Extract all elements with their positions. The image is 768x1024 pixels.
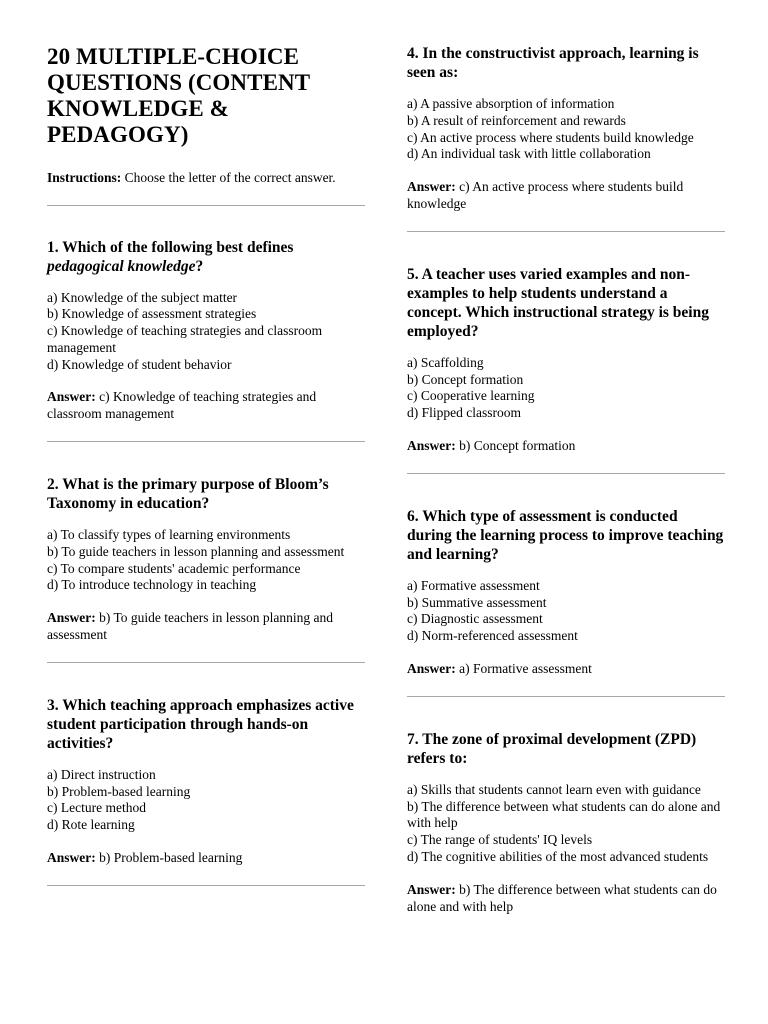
option-a: a) A passive absorption of information bbox=[407, 96, 615, 111]
document-title: 20 MULTIPLE-CHOICE QUESTIONS (CONTENT KNOWLEDGE & PEDAGOGY) bbox=[47, 44, 310, 147]
option-b: b) Concept formation bbox=[407, 371, 524, 387]
left-column bbox=[47, 40, 365, 886]
answer-label: Answer: bbox=[407, 179, 456, 195]
question-2 bbox=[47, 475, 365, 644]
answer-text: b) To guide teachers in lesson planning and assessment bbox=[47, 610, 334, 643]
option-list bbox=[407, 578, 725, 645]
option-list bbox=[47, 290, 365, 374]
option-c: c) To compare students' academic performance bbox=[47, 560, 301, 576]
answer-text: b) The difference between what students can do alone and with help bbox=[407, 881, 717, 914]
question-prompt: 5. A teacher uses varied examples and non-examples to help students understand a concept. Which instructional strategy is being employed? bbox=[407, 265, 709, 340]
option-c: c) Diagnostic assessment bbox=[407, 611, 543, 627]
emphasized-term: pedagogical knowledge bbox=[47, 257, 196, 275]
option-b: b) A result of reinforcement and rewards bbox=[407, 112, 626, 128]
divider bbox=[407, 473, 725, 474]
answer-label: Answer: bbox=[407, 437, 456, 453]
option-d: d) An individual task with little collaboration bbox=[407, 146, 651, 162]
answer-line bbox=[407, 179, 725, 213]
answer-line bbox=[47, 389, 365, 423]
option-a: a) Direct instruction bbox=[47, 766, 156, 782]
question-1 bbox=[47, 238, 365, 424]
answer-text: a) Formative assessment bbox=[459, 660, 592, 676]
answer-line bbox=[407, 438, 725, 455]
option-c: c) The range of students' IQ levels bbox=[407, 832, 593, 848]
option-a: a) Formative assessment bbox=[407, 577, 540, 593]
question-prompt: 1. Which of the following best defines pedagogical knowledge? bbox=[47, 238, 294, 275]
option-c: c) Lecture method bbox=[47, 800, 146, 816]
option-b: b) Summative assessment bbox=[407, 594, 547, 610]
divider bbox=[47, 441, 365, 442]
option-list bbox=[407, 96, 725, 163]
option-a: a) Skills that students cannot learn even with guidance bbox=[407, 781, 701, 797]
question-prompt: 6. Which type of assessment is conducted during the learning process to improve teaching and learning? bbox=[407, 507, 724, 563]
divider bbox=[407, 696, 725, 697]
answer-text: b) Problem-based learning bbox=[99, 850, 243, 866]
question-7 bbox=[407, 730, 725, 916]
option-d: d) To introduce technology in teaching bbox=[47, 577, 257, 593]
option-c: c) Knowledge of teaching strategies and classroom management bbox=[47, 323, 323, 355]
option-d: d) Rote learning bbox=[47, 817, 135, 833]
option-a: a) To classify types of learning environments bbox=[47, 527, 291, 543]
answer-label: Answer: bbox=[407, 881, 456, 897]
divider bbox=[47, 205, 365, 206]
question-prompt: 7. The zone of proximal development (ZPD) refers to: bbox=[407, 730, 697, 767]
right-column bbox=[407, 40, 725, 933]
answer-text: c) Knowledge of teaching strategies and classroom management bbox=[47, 389, 317, 422]
question-prompt: 3. Which teaching approach emphasizes active student participation through hands-on activities? bbox=[47, 696, 354, 752]
answer-line bbox=[407, 661, 725, 678]
answer-label: Answer: bbox=[47, 610, 96, 626]
question-4 bbox=[407, 44, 725, 213]
answer-line bbox=[47, 850, 365, 867]
option-a: a) Knowledge of the subject matter bbox=[47, 289, 238, 305]
option-b: b) Problem-based learning bbox=[47, 783, 191, 799]
option-b: b) The difference between what students can do alone and with help bbox=[407, 798, 721, 831]
question-5 bbox=[407, 265, 725, 455]
option-d: d) The cognitive abilities of the most advanced students bbox=[407, 848, 709, 864]
option-list bbox=[407, 782, 725, 866]
answer-text: c) An active process where students build knowledge bbox=[407, 179, 684, 211]
option-b: b) To guide teachers in lesson planning and assessment bbox=[47, 543, 345, 559]
option-b: b) Knowledge of assessment strategies bbox=[47, 306, 257, 322]
option-c: c) Cooperative learning bbox=[407, 388, 535, 404]
divider bbox=[47, 662, 365, 663]
answer-line bbox=[47, 610, 365, 644]
option-a: a) Scaffolding bbox=[407, 354, 484, 370]
instructions bbox=[47, 170, 365, 187]
divider bbox=[407, 231, 725, 232]
option-list bbox=[47, 527, 365, 594]
instructions-label: Instructions: bbox=[47, 170, 122, 185]
question-3 bbox=[47, 696, 365, 867]
option-d: d) Knowledge of student behavior bbox=[47, 356, 232, 372]
answer-line bbox=[407, 882, 725, 916]
option-d: d) Flipped classroom bbox=[407, 405, 521, 421]
option-list bbox=[47, 767, 365, 834]
answer-text: b) Concept formation bbox=[459, 437, 576, 453]
question-6 bbox=[407, 507, 725, 678]
option-d: d) Norm-referenced assessment bbox=[407, 628, 578, 644]
instructions-text: Choose the letter of the correct answer. bbox=[124, 170, 336, 185]
answer-label: Answer: bbox=[47, 850, 96, 866]
option-c: c) An active process where students build knowledge bbox=[407, 129, 694, 145]
divider bbox=[47, 885, 365, 886]
question-prompt: 4. In the constructivist approach, learning is seen as: bbox=[407, 45, 699, 81]
question-prompt: 2. What is the primary purpose of Bloom’s Taxonomy in education? bbox=[47, 476, 329, 513]
answer-label: Answer: bbox=[407, 660, 456, 676]
option-list bbox=[407, 355, 725, 422]
answer-label: Answer: bbox=[47, 389, 96, 405]
